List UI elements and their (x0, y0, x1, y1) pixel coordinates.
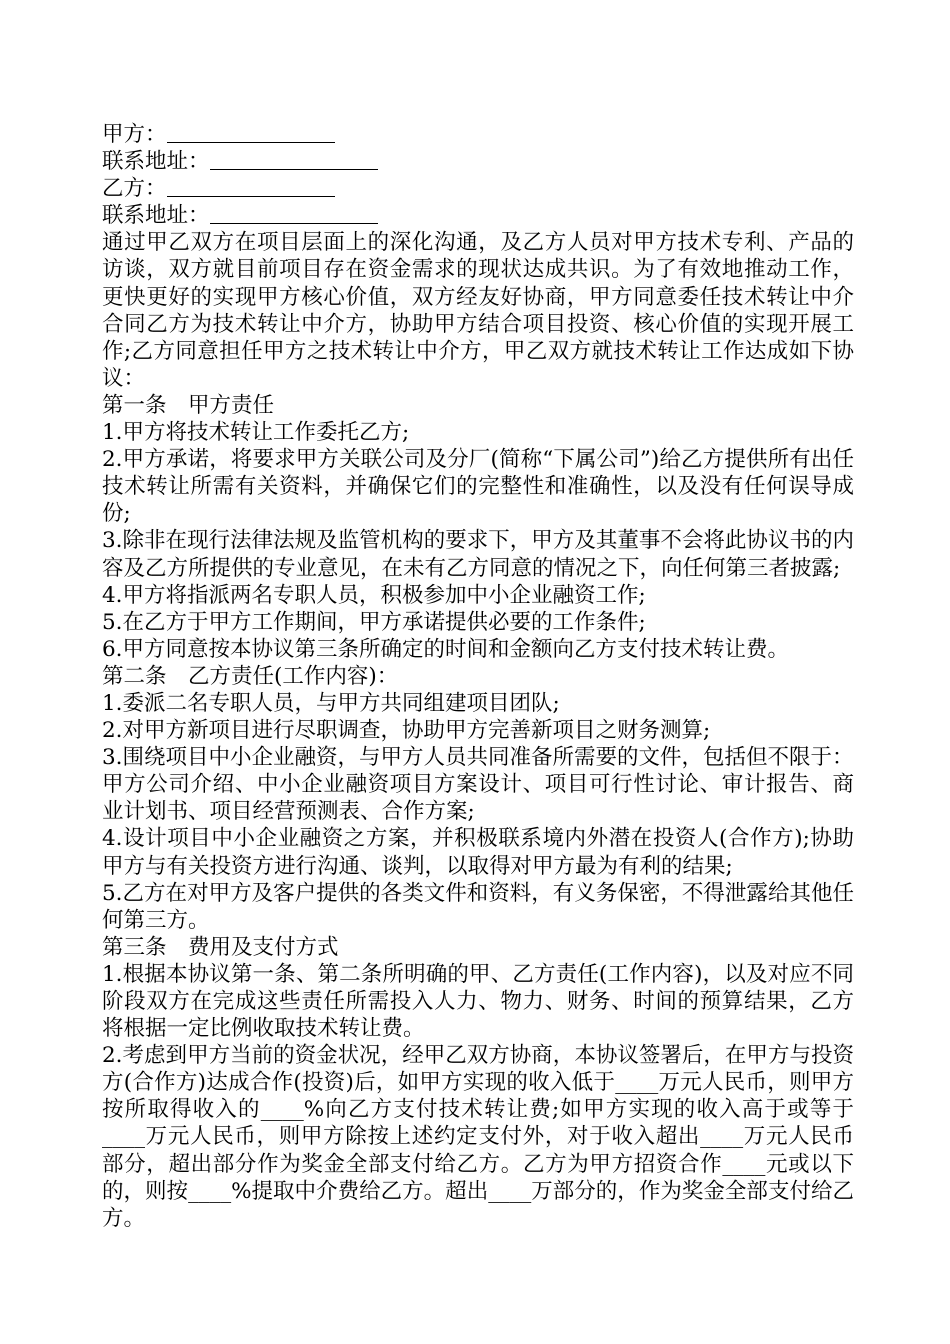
article-1-item: 2.甲方承诺，将要求甲方关联公司及分厂(简称“下属公司”)给乙方提供所有出任技术转让所需有关资料，并确保它们的完整性和准确性，以及没有任何误导成份; (102, 447, 854, 527)
article-3-item: 2.考虑到甲方当前的资金状况，经甲乙双方协商，本协议签署后，在甲方与投资方(合作方)达成合作(投资)后，如甲方实现的收入低于____万元人民币，则甲方按所取得收入的____%向乙方支付技术转让费;如甲方实现的收入高于或等于____万元人民币，则甲方除按上述约定支付外，对于收入超出____万元人民币部分，超出部分作为奖金全部支付给乙方。乙方为甲方招资合作____元或以下的，则按____%提取中介费给乙方。超出____万部分的，作为奖金全部支付给乙方。 (102, 1043, 854, 1231)
article-1-item: 1.甲方将技术转让工作委托乙方; (102, 420, 410, 446)
party-a-label: 甲方： (102, 122, 167, 147)
party-a-address-label: 联系地址： (102, 149, 210, 175)
article-2-title: 第二条 乙方责任(工作内容)： (102, 663, 399, 689)
party-a-address-field (102, 148, 854, 175)
party-a-address-blank (210, 149, 378, 170)
party-b-address-label: 联系地址： (102, 203, 210, 229)
article-2-item: 5.乙方在对甲方及客户提供的各类文件和资料，有义务保密，不得泄露给其他任何第三方。 (102, 880, 854, 933)
article-3-item: 1.根据本协议第一条、第二条所明确的甲、乙方责任(工作内容)，以及对应不同阶段双方在完成这些责任所需投入人力、物力、财务、时间的预算结果，乙方将根据一定比例收取技术转让费。 (102, 961, 854, 1042)
party-a-blank (167, 122, 335, 143)
article-2-item: 3.围绕项目中小企业融资，与甲方人员共同准备所需要的文件，包括但不限于： (102, 745, 854, 771)
party-b-blank (167, 176, 335, 197)
intro-paragraph: 通过甲乙双方在项目层面上的深化沟通，及乙方人员对甲方技术专利、产品的访谈，双方就目前项目存在资金需求的现状达成共识。为了有效地推动工作，更快更好的实现甲方核心价值，双方经友好协商，甲方同意委任技术转让中介合同乙方为技术转让中介方，协助甲方结合项目投资、核心价值的实现开展工作;乙方同意担任甲方之技术转让中介方，甲乙双方就技术转让工作达成如下协议： (102, 230, 854, 391)
party-a-field (102, 121, 854, 148)
article-1-item: 5.在乙方于甲方工作期间，甲方承诺提供必要的工作条件; (102, 609, 646, 635)
article-1-item: 6.甲方同意按本协议第三条所确定的时间和金额向乙方支付技术转让费。 (102, 636, 790, 662)
document-page (102, 121, 854, 1232)
article-2-item: 4.设计项目中小企业融资之方案，并积极联系境内外潜在投资人(合作方);协助甲方与有关投资方进行沟通、谈判，以取得对甲方最为有利的结果; (102, 826, 854, 879)
article-2-item: 2.对甲方新项目进行尽职调查，协助甲方完善新项目之财务测算; (102, 718, 711, 744)
article-3-title: 第三条 费用及支付方式 (102, 934, 339, 960)
article-2-item: 1.委派二名专职人员，与甲方共同组建项目团队; (102, 690, 560, 716)
party-b-address-blank (210, 203, 378, 224)
article-1-item: 4.甲方将指派两名专职人员，积极参加中小企业融资工作; (102, 582, 646, 608)
party-b-label: 乙方： (102, 176, 167, 202)
party-b-field (102, 175, 854, 202)
party-b-address-field (102, 202, 854, 229)
article-2-item: 甲方公司介绍、中小企业融资项目方案设计、项目可行性讨论、审计报告、商业计划书、项目经营预测表、合作方案; (102, 772, 854, 825)
article-1-item: 3.除非在现行法律法规及监管机构的要求下，甲方及其董事不会将此协议书的内容及乙方所提供的专业意见，在未有乙方同意的情况之下，向任何第三者披露; (102, 528, 854, 581)
article-1-title: 第一条 甲方责任 (102, 392, 275, 418)
